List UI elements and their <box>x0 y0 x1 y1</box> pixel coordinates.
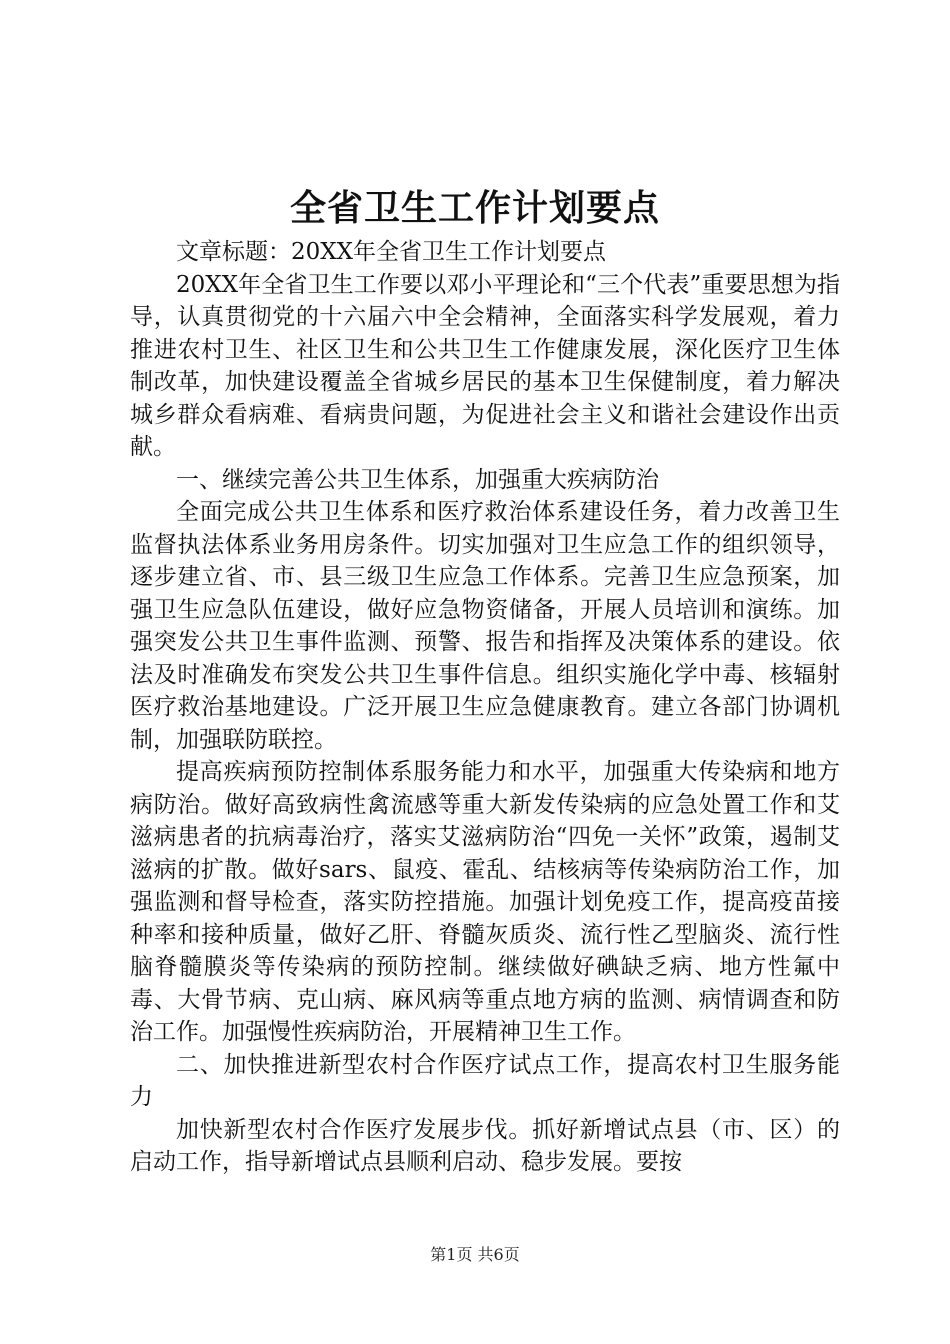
body-paragraph: 加快新型农村合作医疗发展步伐。抓好新增试点县（市、区）的启动工作，指导新增试点县顺利启动、稳步发展。要按 <box>130 1116 840 1175</box>
section-heading-2: 二、加快推进新型农村合作医疗试点工作，提高农村卫生服务能力 <box>130 1051 840 1110</box>
article-title-line: 文章标题：20XX年全省卫生工作计划要点 <box>176 239 607 265</box>
page-footer: 第1页 共6页 <box>430 1245 520 1264</box>
document-title: 全省卫生工作计划要点 <box>289 187 660 229</box>
body-paragraph: 全面完成公共卫生体系和医疗救治体系建设任务，着力改善卫生监督执法体系业务用房条件。切实加强对卫生应急工作的组织领导，逐步建立省、市、县三级卫生应急工作体系。完善卫生应急预案，加强卫生应急队伍建设，做好应急物资储备，开展人员培训和演练。加强突发公共卫生事件监测、预警、报告和指挥及决策体系的建设。依法及时准确发布突发公共卫生事件信息。组织实施化学中毒、核辐射医疗救治基地建设。广泛开展卫生应急健康教育。建立各部门协调机制，加强联防联控。 <box>130 499 840 753</box>
document-body <box>130 236 840 1179</box>
intro-paragraph: 20XX年全省卫生工作要以邓小平理论和“三个代表”重要思想为指导，认真贯彻党的十六届六中全会精神，全面落实科学发展观，着力推进农村卫生、社区卫生和公共卫生工作健康发展，深化医疗卫生体制改革，加快建设覆盖全省城乡居民的基本卫生保健制度，着力解决城乡群众看病难、看病贵问题，为促进社会主义和谐社会建设作出贡献。 <box>130 271 840 460</box>
section-heading-1: 一、继续完善公共卫生体系，加强重大疾病防治 <box>176 466 659 493</box>
body-paragraph: 提高疾病预防控制体系服务能力和水平，加强重大传染病和地方病防治。做好高致病性禽流感等重大新发传染病的应急处置工作和艾滋病患者的抗病毒治疗，落实艾滋病防治“四免一关怀”政策，遏制艾滋病的扩散。做好sars、鼠疫、霍乱、结核病等传染病防治工作，加强监测和督导检查，落实防控措施。加强计划免疫工作，提高疫苗接种率和接种质量，做好乙肝、脊髓灰质炎、流行性乙型脑炎、流行性脑脊髓膜炎等传染病的预防控制。继续做好碘缺乏病、地方性氟中毒、大骨节病、克山病、麻风病等重点地方病的监测、病情调查和防治工作。加强慢性疾病防治，开展精神卫生工作。 <box>130 759 840 1045</box>
